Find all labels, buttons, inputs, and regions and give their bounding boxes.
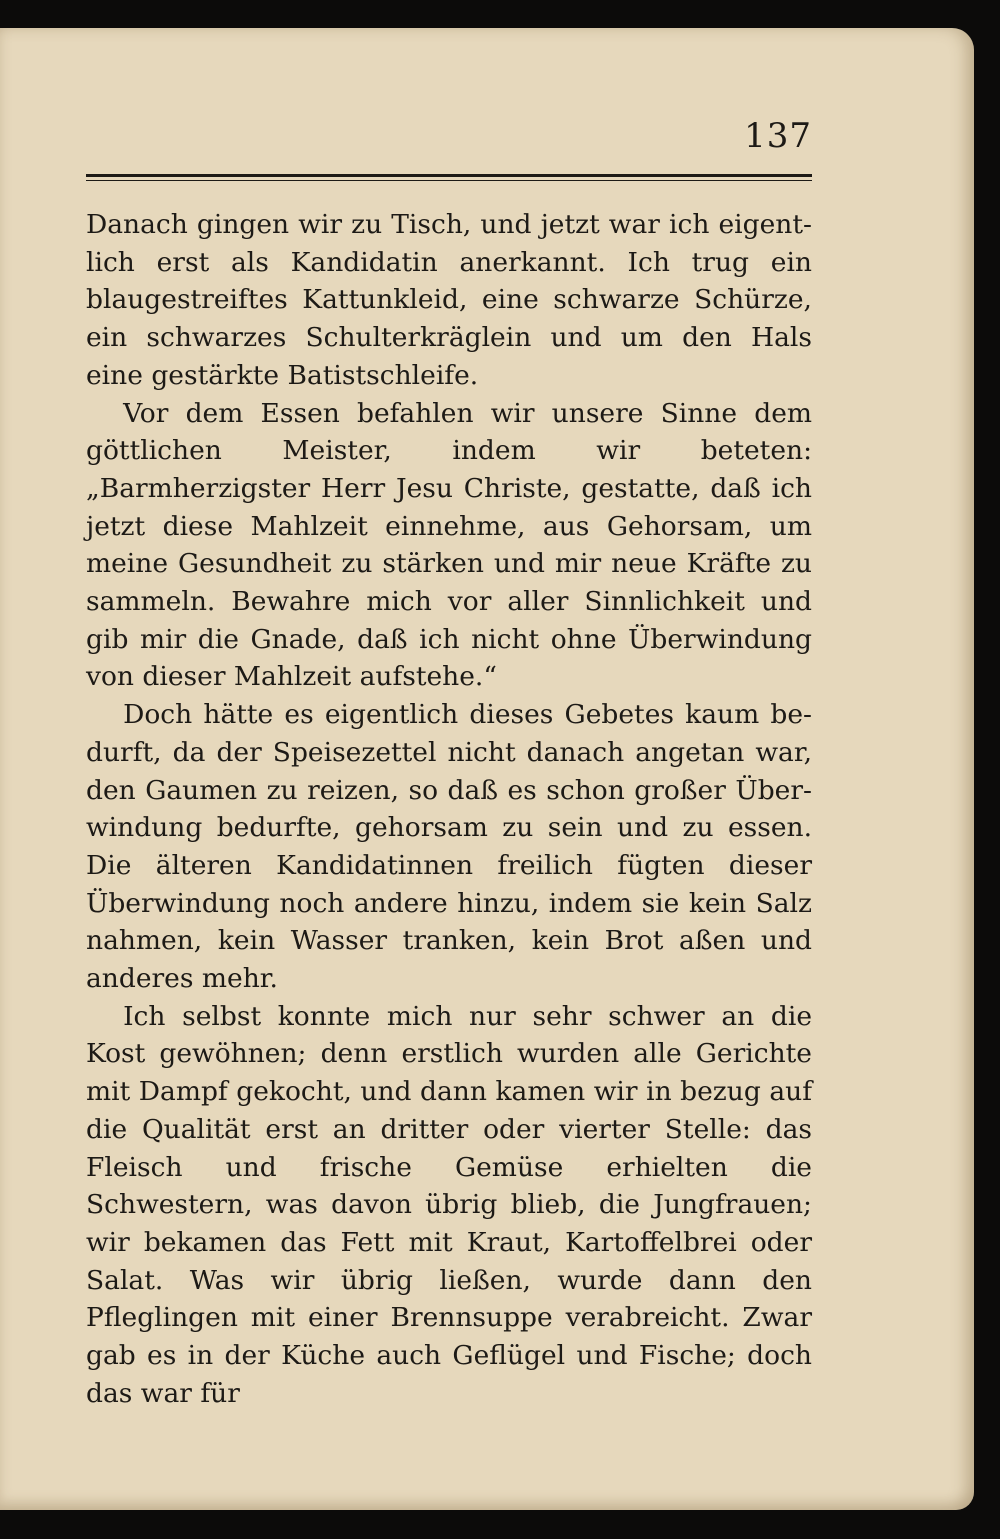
- header-rule-thick: [86, 174, 812, 177]
- paragraph: Ich selbst konnte mich nur sehr schwer an die Kost gewöhnen; denn erstlich wurden alle Gerichte mit Dampf gekocht, und dann kamen wir in bezug auf die Qualität erst an dritter oder vierter Stelle: das Fleisch und frische Gemüse erhielten die Schwestern, was davon übrig blieb, die Jungfrauen; wir bekamen das Fett mit Kraut, Kartoffelbrei oder Salat. Was wir übrig ließen, wurde dann den Pfleglingen mit einer Brennsuppe verabreicht. Zwar gab es in der Küche auch Geflügel und Fische; doch das war für: [86, 1000, 812, 1409]
- book-page: [0, 28, 974, 1510]
- body-text: [86, 206, 812, 1413]
- page-number: 137: [744, 116, 812, 156]
- paragraph: Vor dem Essen befahlen wir unsere Sinne dem göttlichen Meister, indem wir beteten: „Barmherzigster Herr Jesu Christe, gestatte, daß ich jetzt diese Mahlzeit einnehme, aus Gehorsam, um meine Gesundheit zu stärken und mir neue Kräfte zu sammeln. Bewahre mich vor aller Sinnlichkeit und gib mir die Gnade, daß ich nicht ohne Überwindung von dieser Mahlzeit aufstehe.“: [86, 397, 812, 693]
- header-rule-thin: [86, 180, 812, 181]
- paragraph: Danach gingen wir zu Tisch, und jetzt war ich eigentlich erst als Kandidatin anerkannt. Ich trug ein blaugestreiftes Kattunkleid, eine schwarze Schürze, ein schwarzes Schulterkräglein und um den Hals eine gestärkte Batistschleife.: [86, 209, 812, 391]
- paragraph: Doch hätte es eigentlich dieses Gebetes kaum bedurft, da der Speisezettel nicht danach angetan war, den Gaumen zu reizen, so daß es schon großer Überwindung bedurfte, gehorsam zu sein und zu essen. Die älteren Kandidatinnen freilich fügten dieser Überwindung noch andere hinzu, indem sie kein Salz nahmen, kein Wasser tranken, kein Brot aßen und anderes mehr.: [86, 699, 812, 995]
